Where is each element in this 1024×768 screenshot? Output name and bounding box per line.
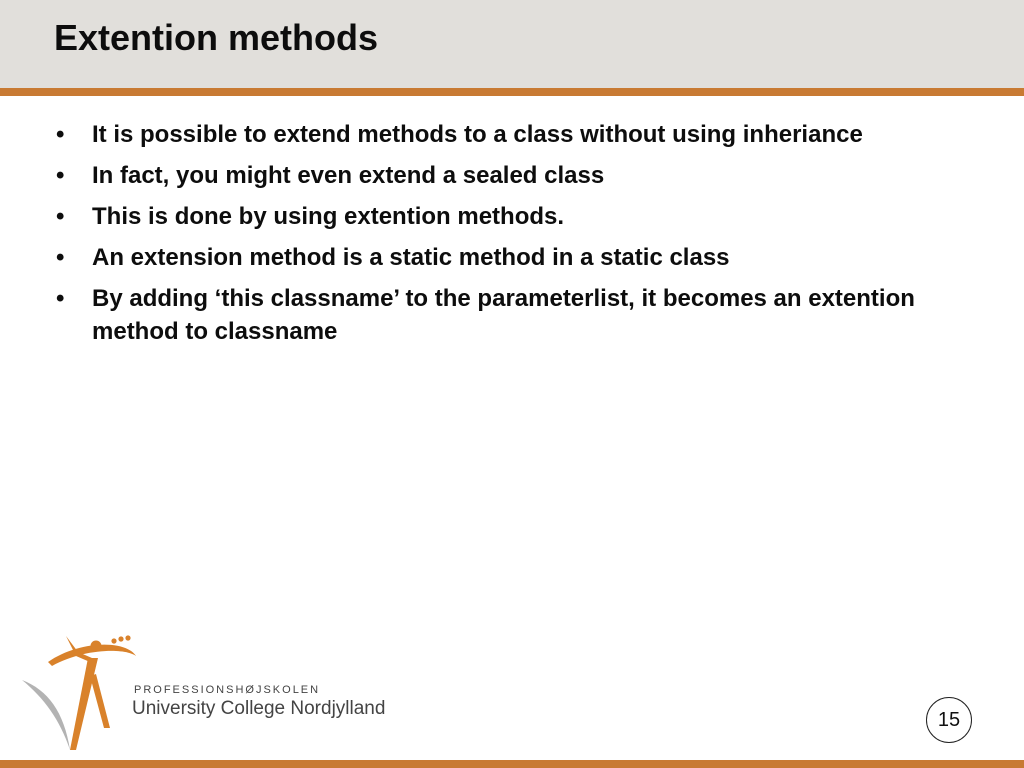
bullet-list (56, 118, 956, 356)
bullet-item (56, 200, 956, 233)
figure-logo-icon (18, 628, 148, 754)
bullet-dot-icon: • (56, 121, 65, 148)
bullet-dot-icon: • (56, 203, 65, 230)
logo-line-1: PROFESSIONSHØJSKOLEN (134, 684, 321, 696)
bullet-dot-icon: • (56, 162, 65, 189)
logo-line-2: University College Nordjylland (132, 698, 386, 719)
header-accent-rule (0, 88, 1024, 96)
slide-title: Extention methods (54, 17, 379, 58)
college-logo (18, 628, 398, 754)
bullet-text: By adding ‘this classname’ to the parameterlist, it becomes an extention method to classname (92, 285, 915, 345)
footer-accent-rule (0, 760, 1024, 768)
bullet-text: It is possible to extend methods to a class without using inheriance (92, 121, 863, 148)
bullet-text: This is done by using extention methods. (92, 203, 565, 230)
bullet-dot-icon: • (56, 285, 65, 312)
bullet-item (56, 118, 956, 151)
bullet-text: An extension method is a static method in a static class (92, 244, 730, 271)
bullet-text: In fact, you might even extend a sealed class (92, 162, 605, 189)
bullet-item (56, 241, 956, 274)
bullet-item (56, 159, 956, 192)
page-number-badge: 15 (926, 697, 972, 743)
bullet-dot-icon: • (56, 244, 65, 271)
bullet-item (56, 282, 956, 348)
